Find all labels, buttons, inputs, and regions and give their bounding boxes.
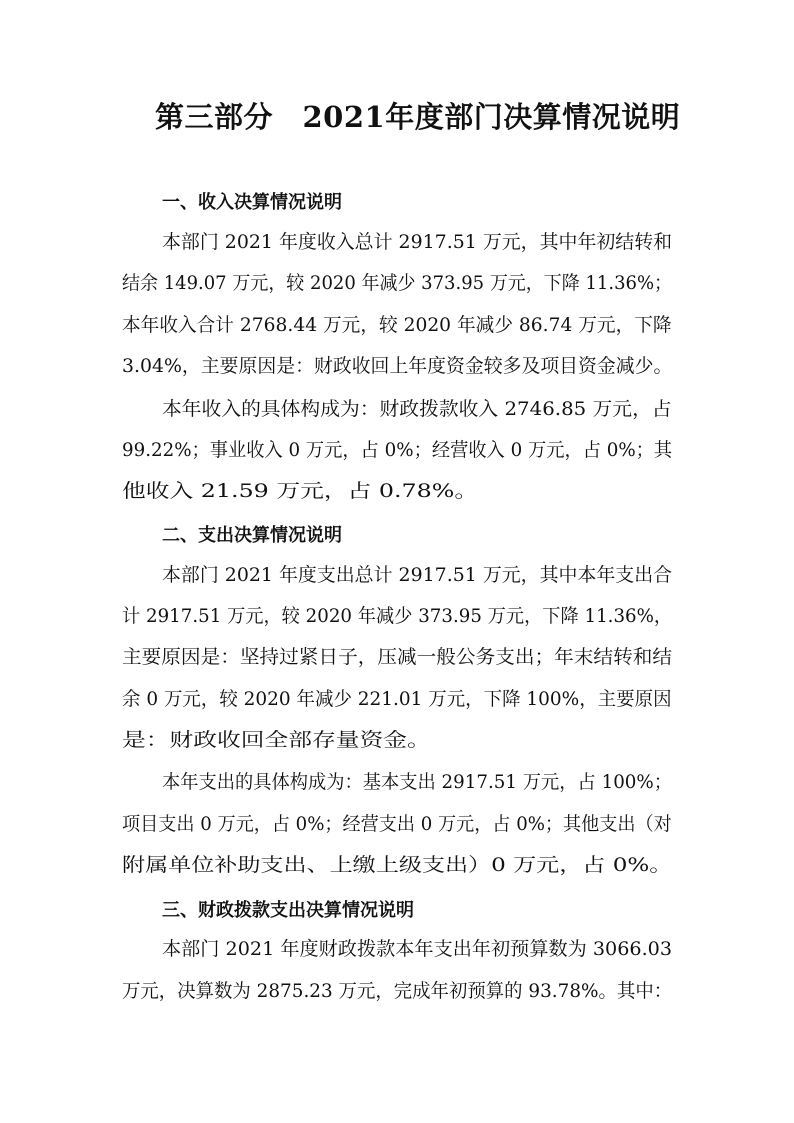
paragraph-line: 万元，决算数为 2875.23 万元，完成年初预算的 93.78%。其中： <box>122 980 673 1002</box>
section-heading-fiscal-appropriation: 三、财政拨款支出决算情况说明 <box>162 900 414 921</box>
paragraph-line: 项目支出 0 万元，占 0%；经营支出 0 万元，占 0%；其他支出（对 <box>122 813 672 835</box>
paragraph-line: 本年支出的具体构成为：基本支出 2917.51 万元，占 100%； <box>162 771 673 793</box>
paragraph-line: 是：财政收回全部存量资金。 <box>122 729 431 751</box>
section-heading-income: 一、收入决算情况说明 <box>162 192 342 213</box>
paragraph-line: 本部门 2021 年度收入总计 2917.51 万元，其中年初结转和 <box>162 231 673 253</box>
page-title: 第三部分 2021年度部门决算情况说明 <box>155 100 681 134</box>
paragraph-line: 余 0 万元，较 2020 年减少 221.01 万元，下降 100%，主要原因 <box>122 688 672 710</box>
paragraph-line: 主要原因是：坚持过紧日子，压减一般公务支出；年末结转和结 <box>122 646 673 668</box>
paragraph-line: 计 2917.51 万元，较 2020 年减少 373.95 万元，下降 11.36%， <box>122 605 673 627</box>
paragraph-line: 他收入 21.59 万元，占 0.78%。 <box>122 480 479 502</box>
section-heading-expenditure: 二、支出决算情况说明 <box>162 525 342 546</box>
paragraph-line: 结余 149.07 万元，较 2020 年减少 373.95 万元，下降 11.36%； <box>122 272 673 294</box>
paragraph-line: 本年收入的具体构成为：财政拨款收入 2746.85 万元，占 <box>162 398 672 420</box>
paragraph-line: 本部门 2021 年度支出总计 2917.51 万元，其中本年支出合 <box>162 564 673 586</box>
paragraph-line: 3.04%，主要原因是：财政收回上年度资金较多及项目资金减少。 <box>122 355 673 377</box>
paragraph-line: 本部门 2021 年度财政拨款本年支出年初预算数为 3066.03 <box>162 938 673 960</box>
paragraph-line: 本年收入合计 2768.44 万元，较 2020 年减少 86.74 万元，下降 <box>122 314 672 336</box>
paragraph-line: 99.22%；事业收入 0 万元，占 0%；经营收入 0 万元，占 0%；其 <box>122 439 673 461</box>
paragraph-line: 附属单位补助支出、上缴上级支出）0 万元，占 0%。 <box>122 854 673 876</box>
